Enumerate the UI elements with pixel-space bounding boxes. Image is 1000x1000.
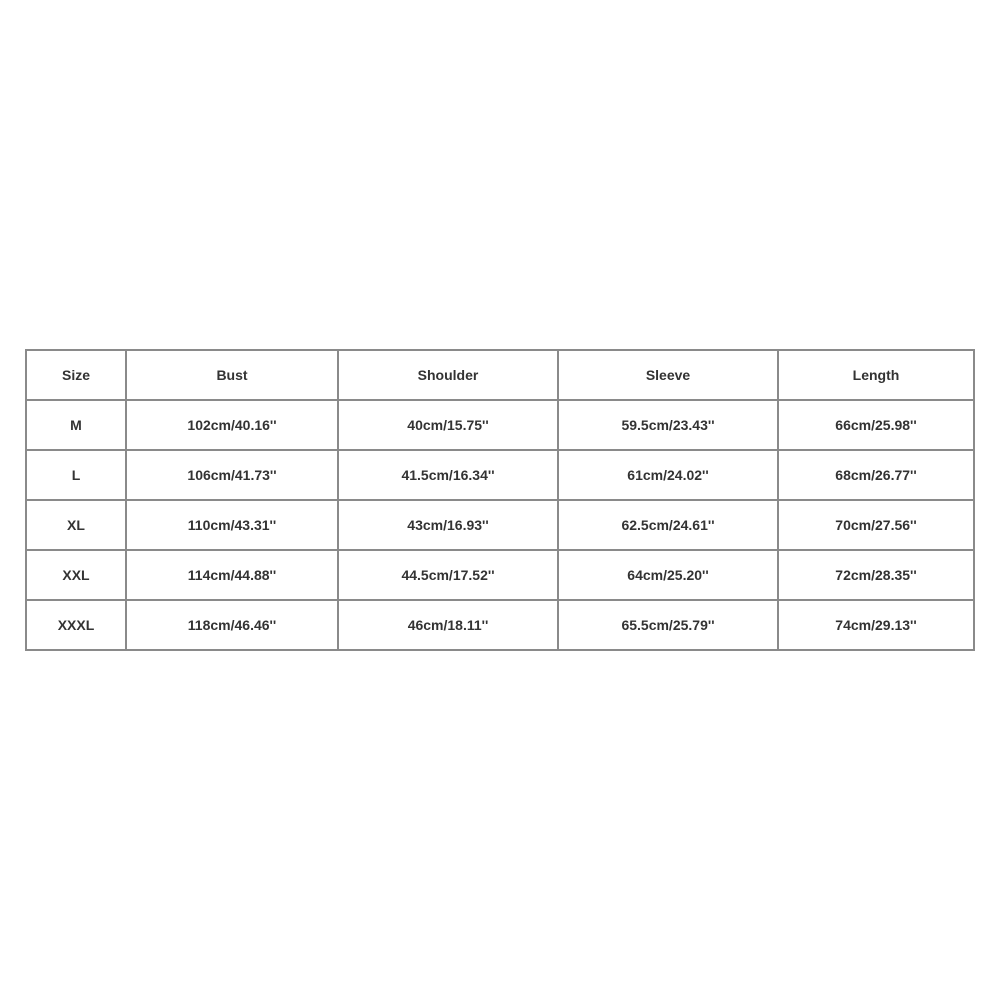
row-l-sleeve: 61cm/24.02'' (559, 451, 779, 501)
row-m-sleeve: 59.5cm/23.43'' (559, 401, 779, 451)
row-xl-size: XL (27, 501, 127, 551)
row-xxl-length: 72cm/28.35'' (779, 551, 975, 601)
row-xl-sleeve: 62.5cm/24.61'' (559, 501, 779, 551)
row-l-length: 68cm/26.77'' (779, 451, 975, 501)
header-length: Length (779, 351, 975, 401)
row-m-size: M (27, 401, 127, 451)
row-m-bust: 102cm/40.16'' (127, 401, 339, 451)
row-m-length: 66cm/25.98'' (779, 401, 975, 451)
row-xxl-shoulder: 44.5cm/17.52'' (339, 551, 559, 601)
size-chart-table (25, 349, 975, 651)
header-sleeve: Sleeve (559, 351, 779, 401)
row-xxxl-shoulder: 46cm/18.11'' (339, 601, 559, 651)
row-l-bust: 106cm/41.73'' (127, 451, 339, 501)
header-size: Size (27, 351, 127, 401)
row-l-shoulder: 41.5cm/16.34'' (339, 451, 559, 501)
row-xxxl-size: XXXL (27, 601, 127, 651)
row-xxxl-length: 74cm/29.13'' (779, 601, 975, 651)
row-xxl-size: XXL (27, 551, 127, 601)
row-xl-shoulder: 43cm/16.93'' (339, 501, 559, 551)
row-xxxl-bust: 118cm/46.46'' (127, 601, 339, 651)
row-xl-bust: 110cm/43.31'' (127, 501, 339, 551)
row-xxl-sleeve: 64cm/25.20'' (559, 551, 779, 601)
row-xl-length: 70cm/27.56'' (779, 501, 975, 551)
row-xxl-bust: 114cm/44.88'' (127, 551, 339, 601)
row-l-size: L (27, 451, 127, 501)
row-xxxl-sleeve: 65.5cm/25.79'' (559, 601, 779, 651)
row-m-shoulder: 40cm/15.75'' (339, 401, 559, 451)
header-shoulder: Shoulder (339, 351, 559, 401)
header-bust: Bust (127, 351, 339, 401)
